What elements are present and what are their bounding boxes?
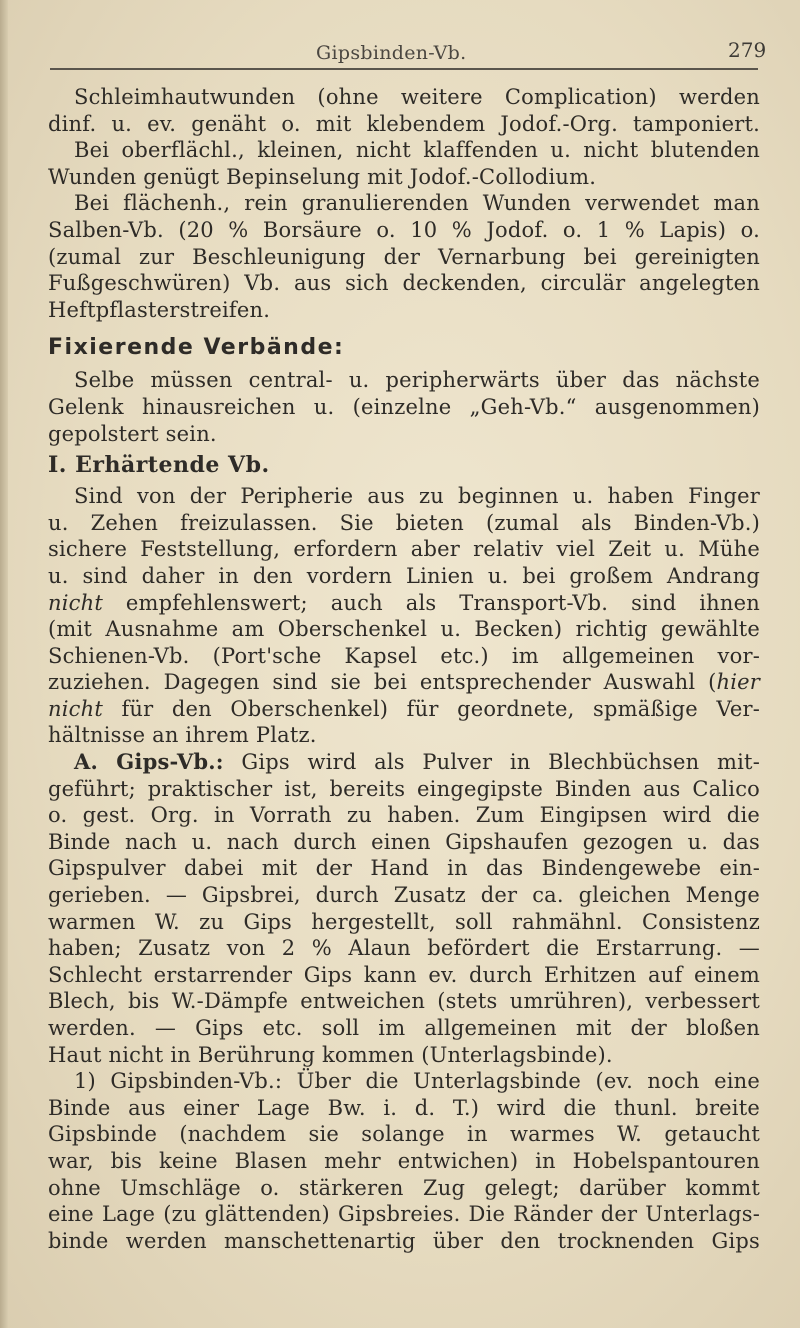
text-run: für den Oberschenkel) für geordnete, spmäßige Ver-: [102, 696, 760, 721]
text-line: [48, 669, 760, 696]
text-run: zuziehen. Dagegen sind sie bei entsprechender Auswahl (: [48, 670, 717, 695]
text-line: (zumal zur Beschleunigung der Vernarbung bei gereinigten: [48, 244, 760, 269]
italic-word: hier: [716, 670, 760, 695]
text-line: Heftpflasterstreifen.: [48, 297, 271, 322]
text-line: [48, 749, 760, 776]
text-run: empfehlenswert; auch als Transport-Vb. sind ihnen: [102, 590, 760, 615]
text-line: o. gest. Org. in Vorrath zu haben. Zum Eingipsen wird die: [48, 803, 760, 828]
text-line: hältnisse an ihrem Platz.: [48, 723, 317, 748]
text-line: Gelenk hinausreichen u. (einzelne „Geh-Vb.“ ausgenommen): [48, 394, 760, 419]
text-line: Salben-Vb. (20 % Borsäure o. 10 % Jodof. o. 1 % Lapis) o.: [48, 217, 760, 242]
body-text: [48, 84, 760, 1254]
text-line: geführt; praktischer ist, bereits eingegipste Binden aus Calico: [48, 776, 760, 801]
text-line: Binde aus einer Lage Bw. i. d. T.) wird die thunl. breite: [48, 1095, 760, 1120]
italic-word: nicht: [48, 590, 103, 615]
text-line: Haut nicht in Berührung kommen (Unterlagsbinde).: [48, 1042, 613, 1067]
text-line: Wunden genügt Bepinselung mit Jodof.-Collodium.: [48, 164, 597, 189]
page-header: [0, 34, 800, 74]
subsection-label-gips: A. Gips-Vb.:: [74, 749, 224, 775]
text-line: Gipsbinde (nachdem sie solange in warmes W. getaucht: [48, 1122, 760, 1147]
text-line: dinf. u. ev. genäht o. mit klebendem Jodof.-Org. tamponiert.: [48, 111, 760, 136]
text-line: war, bis keine Blasen mehr entwichen) in Hobelspantouren: [48, 1148, 760, 1173]
text-line: binde werden manschettenartig über den trocknenden Gips: [48, 1228, 760, 1253]
text-line: gepolstert sein.: [48, 421, 217, 446]
page-number: 279: [728, 38, 767, 62]
text-line: Schleimhautwunden (ohne weitere Complication) werden: [74, 85, 760, 109]
text-line: u. Zehen freizulassen. Sie bieten (zumal als Binden-Vb.): [48, 510, 760, 535]
text-line: Sind von der Peripherie aus zu beginnen u. haben Finger: [74, 484, 760, 509]
text-line: Fußgeschwüren) Vb. aus sich deckenden, circulär angelegten: [48, 271, 760, 296]
text-line: Gipspulver dabei mit der Hand in das Bindengewebe ein-: [48, 856, 760, 881]
header-rule: [50, 68, 758, 70]
text-line: (mit Ausnahme am Oberschenkel u. Becken) richtig gewählte: [48, 617, 760, 642]
text-line: Selbe müssen central- u. peripherwärts über das nächste: [74, 368, 760, 393]
text-line: u. sind daher in den vordern Linien u. bei großem Andrang: [48, 563, 760, 588]
text-line: eine Lage (zu glättenden) Gipsbreies. Die Ränder der Unterlags-: [48, 1202, 760, 1227]
page-gutter-edge: [0, 0, 8, 1328]
text-line: werden. — Gips etc. soll im allgemeinen mit der bloßen: [48, 1016, 760, 1040]
text-line: Bei oberflächl., kleinen, nicht klaffenden u. nicht blutenden: [74, 138, 760, 163]
text-line: ohne Umschläge o. stärkeren Zug gelegt; darüber kommt: [48, 1175, 760, 1200]
text-line: Schienen-Vb. (Port'sche Kapsel etc.) im allgemeinen vor-: [48, 643, 760, 668]
text-line: sichere Feststellung, erfordern aber relativ viel Zeit u. Mühe: [48, 537, 760, 562]
text-line: gerieben. — Gipsbrei, durch Zusatz der ca. gleichen Menge: [48, 883, 760, 908]
section-heading-hardening-bandages: I. Erhärtende Vb.: [48, 452, 270, 479]
text-line: Bei flächenh., rein granulierenden Wunden verwendet man: [74, 191, 760, 216]
text-line: warmen W. zu Gips hergestellt, soll rahmähnl. Consistenz: [48, 909, 760, 934]
text-line: [48, 590, 760, 617]
text-line: [48, 696, 760, 723]
section-heading-fixing-bandages: Fixierende Verbände:: [48, 335, 345, 361]
italic-word: nicht: [48, 696, 103, 721]
text-line: haben; Zusatz von 2 % Alaun befördert die Erstarrung. —: [48, 936, 760, 961]
text-line: Blech, bis W.-Dämpfe entweichen (stets umrühren), verbessert: [48, 989, 760, 1014]
text-line: Binde nach u. nach durch einen Gipshaufen gezogen u. das: [48, 829, 760, 854]
text-run: Gips wird als Pulver in Blechbüchsen mit-: [223, 750, 760, 775]
text-line: 1) Gipsbinden-Vb.: Über die Unterlagsbinde (ev. noch eine: [74, 1069, 760, 1094]
running-head: Gipsbinden-Vb.: [316, 42, 467, 64]
text-line: Schlecht erstarrender Gips kann ev. durch Erhitzen auf einem: [48, 962, 760, 987]
